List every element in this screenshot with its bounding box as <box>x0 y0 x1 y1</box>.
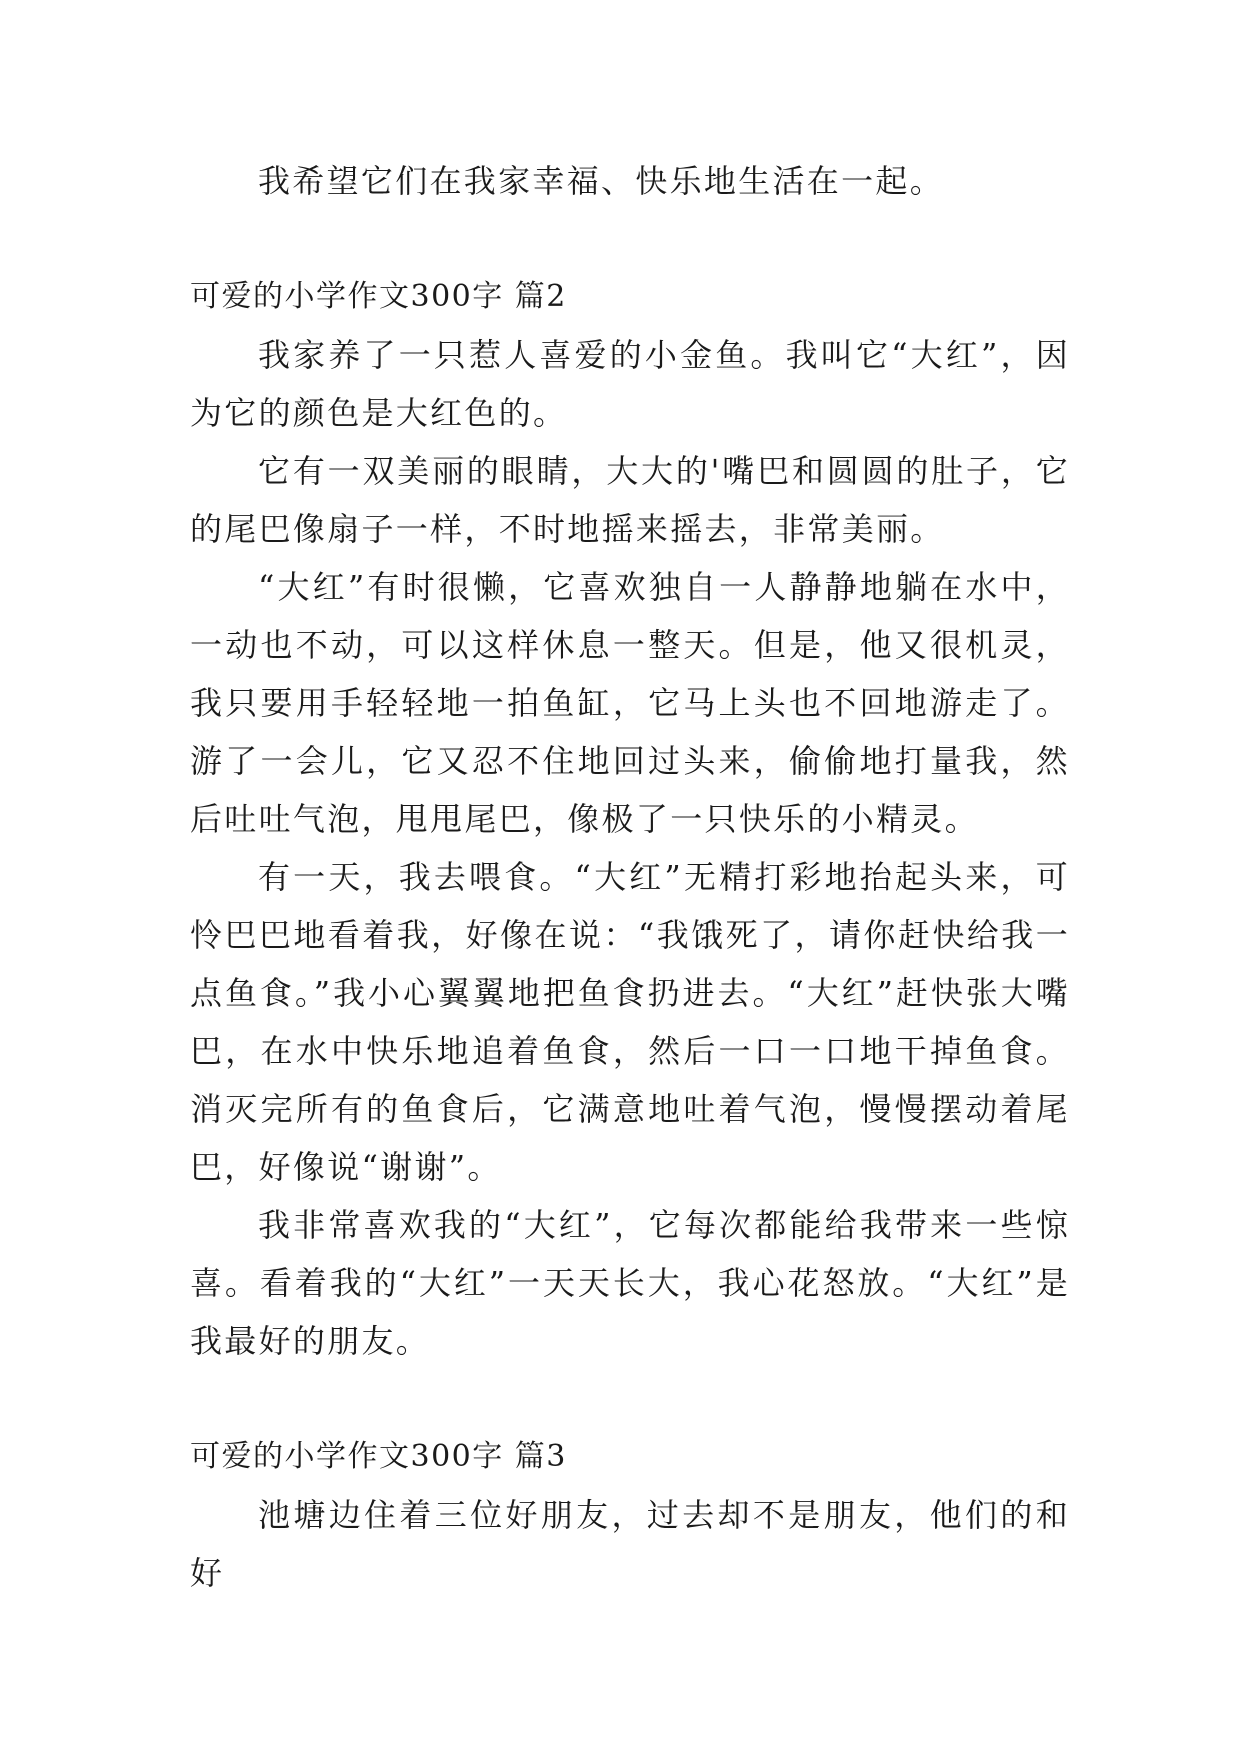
section-heading-2: 可爱的小学作文300字 篇2 <box>190 279 567 314</box>
section-spacer <box>190 1370 1070 1428</box>
paragraph: 池塘边住着三位好朋友，过去却不是朋友，他们的和好 <box>190 1496 1070 1592</box>
document-body <box>190 152 1070 1602</box>
paragraph: 它有一双美丽的眼睛，大大的'嘴巴和圆圆的肚子，它的尾巴像扇子一样，不时地摇来摇去，非常美丽。 <box>190 452 1070 548</box>
section-spacer <box>190 210 1070 268</box>
paragraph: 我非常喜欢我的“大红”，它每次都能给我带来一些惊喜。看着我的“大红”一天天长大，我心花怒放。“大红”是我最好的朋友。 <box>190 1206 1070 1360</box>
paragraph: “大红”有时很懒，它喜欢独自一人静静地躺在水中，一动也不动，可以这样休息一整天。但是，他又很机灵，我只要用手轻轻地一拍鱼缸，它马上头也不回地游走了。游了一会儿，它又忍不住地回过头来，偷偷地打量我，然后吐吐气泡，甩甩尾巴，像极了一只快乐的小精灵。 <box>190 568 1070 838</box>
section-heading-3: 可爱的小学作文300字 篇3 <box>190 1439 567 1474</box>
paragraph: 我家养了一只惹人喜爱的小金鱼。我叫它“大红”，因为它的颜色是大红色的。 <box>190 336 1070 432</box>
paragraph: 有一天，我去喂食。“大红”无精打彩地抬起头来，可怜巴巴地看着我，好像在说：“我饿死了，请你赶快给我一点鱼食。”我小心翼翼地把鱼食扔进去。“大红”赶快张大嘴巴，在水中快乐地追着鱼食，然后一口一口地干掉鱼食。消灭完所有的鱼食后，它满意地吐着气泡，慢慢摆动着尾巴，好像说“谢谢”。 <box>190 858 1070 1186</box>
closing-paragraph: 我希望它们在我家幸福、快乐地生活在一起。 <box>258 162 945 200</box>
